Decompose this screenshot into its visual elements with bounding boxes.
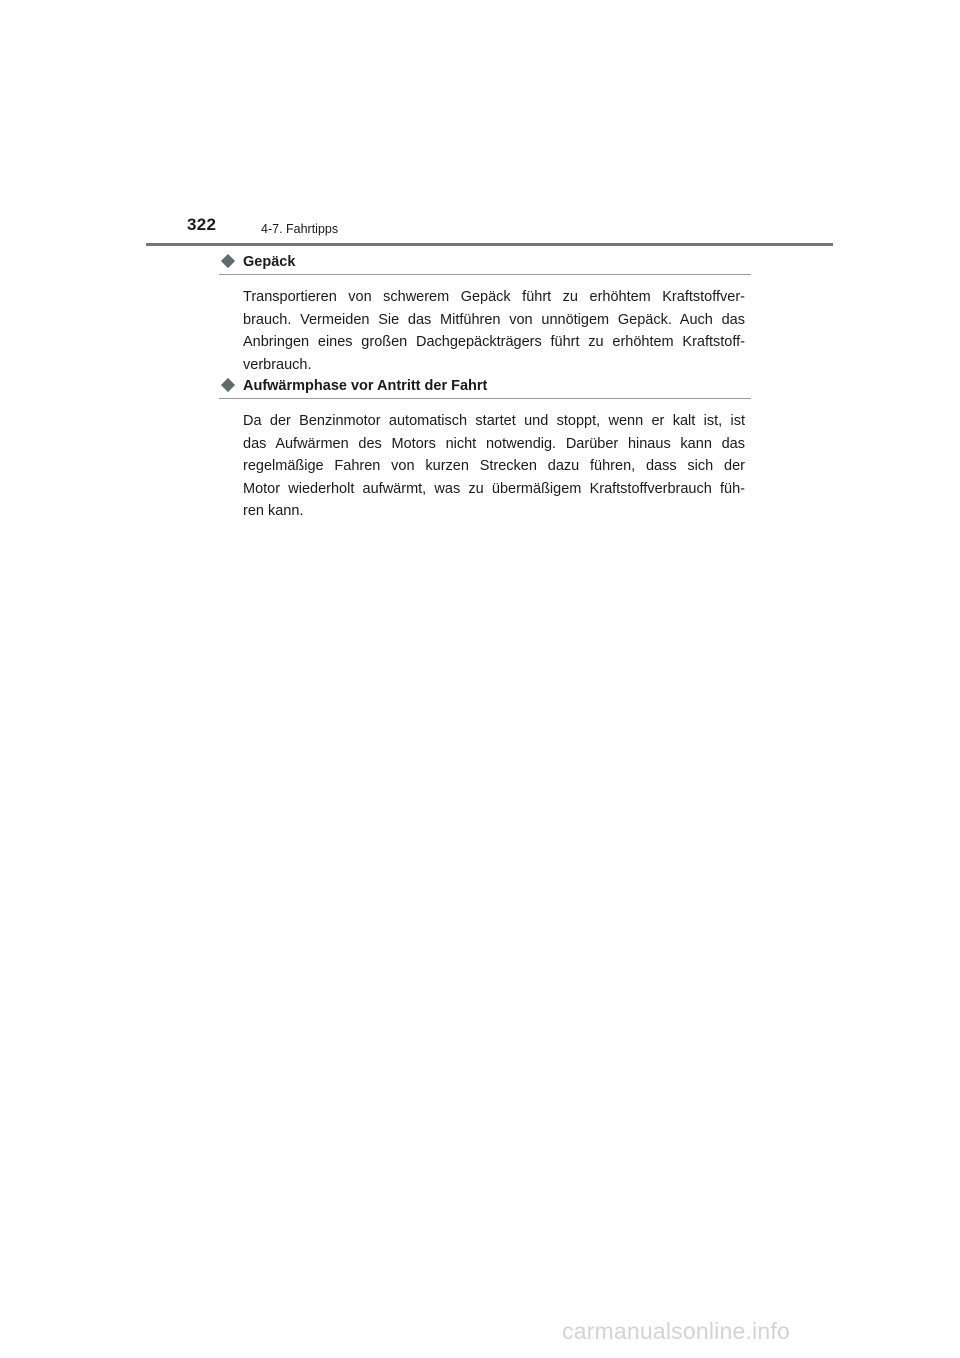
heading-text: Gepäck (243, 254, 296, 270)
text-line: brauch. Vermeiden Sie das Mitführen von unnötigem Gepäck. Auch das (243, 311, 745, 328)
section-label: 4-7. Fahrtipps (261, 222, 339, 236)
watermark: carmanualsonline.info (562, 1318, 790, 1344)
text-line: regelmäßige Fahren von kurzen Strecken dazu führen, dass sich der (243, 458, 745, 474)
diamond-icon (221, 254, 235, 268)
text-line: Motor wiederholt aufwärmt, was zu übermäßigem Kraftstoffverbrauch füh- (243, 480, 745, 497)
section-heading (219, 254, 751, 275)
section-aufwaermphase (219, 378, 751, 523)
text-line: verbrauch. (243, 356, 312, 373)
paragraph (243, 286, 745, 376)
text-line: Anbringen eines großen Dachgepäckträgers führt zu erhöhtem Kraftstoff- (243, 334, 745, 350)
header-rule (146, 243, 833, 246)
text-line: Transportieren von schwerem Gepäck führt zu erhöhtem Kraftstoffver- (243, 289, 745, 305)
section-heading (219, 378, 751, 399)
paragraph (243, 410, 745, 523)
diamond-icon (221, 378, 235, 392)
text-line: das Aufwärmen des Motors nicht notwendig. Darüber hinaus kann das (243, 435, 745, 452)
section-gepaeck (219, 254, 751, 376)
text-line: ren kann. (243, 503, 304, 519)
text-line: Da der Benzinmotor automatisch startet und stoppt, wenn er kalt ist, ist (243, 413, 745, 429)
page-number: 322 (187, 215, 217, 234)
heading-text: Aufwärmphase vor Antritt der Fahrt (243, 378, 488, 394)
